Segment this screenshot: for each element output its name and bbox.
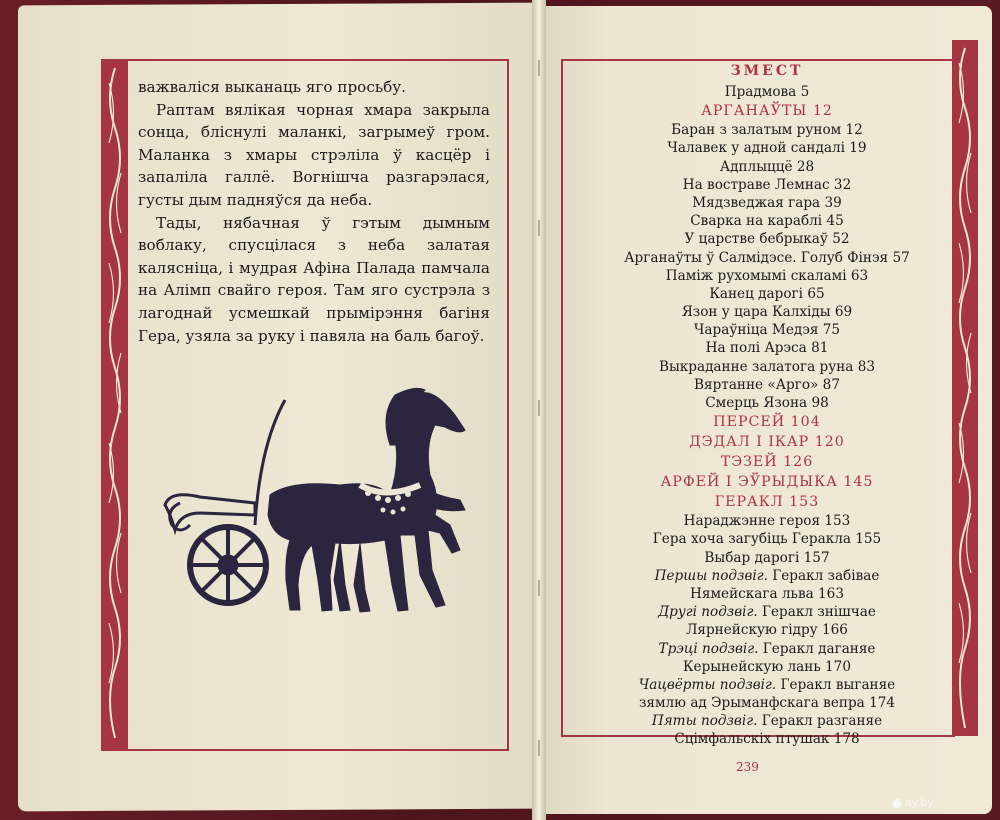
toc-entry: Канец дарогі 65 [709, 285, 825, 302]
toc-entry: Чалавек у адной сандалі 19 [667, 140, 867, 157]
toc-entry: Сварка на караблі 45 [690, 213, 844, 230]
toc-section-heading: ПЕРСЕЙ 104 [713, 414, 821, 431]
toc-entry: На востраве Лемнас 32 [682, 176, 852, 193]
toc-section-heading: ГЕРАКЛ 153 [714, 494, 820, 511]
toc-entry: Лярнейскую гідру 166 [686, 622, 848, 639]
toc-title: ЗМЕСТ [730, 63, 804, 79]
toc-entry: Першы подзвіг. Геракл забівае [654, 567, 880, 584]
binding-stitch [538, 220, 540, 236]
toc-entry: Адплыццё 28 [719, 158, 815, 175]
toc-entry: Смерць Язона 98 [705, 395, 829, 411]
toc-entry: Язон у цара Калхіды 69 [681, 304, 853, 321]
toc-entry: Прадмова 5 [724, 84, 810, 100]
toc-entry: Арганаўты ў Салмідэсе. Голуб Фінэя 57 [624, 249, 910, 266]
toc-entry-italic: Першы подзвіг. [654, 567, 768, 584]
story-paragraph: Раптам вялікая чорная хмара закрыла сонца, бліснулі маланкі, загрымеў гром. Маланка з хмары стрэліла ў касцёр і запаліла галлё. Вогнішча разгарэлася, густы дым падняўся да неба. [138, 100, 490, 209]
binding-stitch [538, 400, 540, 416]
toc-entry: Нямейскага льва 163 [690, 585, 844, 602]
chariot-horses-illustration [160, 385, 480, 625]
toc-entry: Выбар дарогі 157 [704, 549, 830, 566]
toc-entry: Другі подзвіг. Геракл знішчае [658, 604, 876, 621]
toc-entry-italic: Чацвёрты подзвіг. [638, 676, 777, 693]
toc-entry: На полі Арэса 81 [705, 340, 829, 357]
story-paragraph: важваліся выканаць яго просьбу. [138, 78, 407, 96]
watermark: ⬤ ay.by [892, 796, 934, 809]
toc-entry: зямлю ад Эрыманфскага вепра 174 [638, 695, 896, 712]
page-number: 239 [736, 760, 759, 774]
toc-section-heading: ТЭЗЕЙ 126 [720, 454, 814, 471]
toc-entry: Баран з залатым руном 12 [671, 122, 863, 139]
story-text [138, 76, 490, 347]
toc-section-heading: ДЭДАЛ І ІКАР 120 [689, 434, 845, 451]
toc-entry: Чацвёрты подзвіг. Геракл выганяе [638, 676, 896, 693]
toc-entry: Нараджэнне героя 153 [683, 513, 851, 530]
toc-section-heading: АРФЕЙ І ЭЎРЫДЫКА 145 [660, 474, 874, 491]
table-of-contents [592, 60, 942, 749]
toc-entry: Выкраданне залатога руна 83 [658, 358, 876, 375]
toc-entry: У царстве бебрыкаў 52 [684, 231, 850, 248]
toc-entry: Керынейскую лань 170 [683, 658, 851, 675]
toc-entry: Мядзведжая гара 39 [692, 194, 842, 211]
toc-entries [592, 83, 942, 749]
binding-stitch [538, 740, 540, 756]
toc-section-heading: АРГАНАЎТЫ 12 [701, 103, 833, 120]
toc-entry: Сцімфальскіх птушак 178 [674, 731, 860, 748]
toc-entry-italic: Другі подзвіг. [658, 604, 758, 621]
binding-stitch [538, 60, 540, 76]
toc-entry-italic: Пяты подзвіг. [651, 713, 758, 730]
toc-entry: Гера хоча загубіць Геракла 155 [652, 531, 882, 548]
story-paragraph: Тады, нябачная ў гэтым дымным воблаку, спусцілася з неба залатая калясніца, і мудрая Афіна Палада памчала на Алімп свайго героя. Там яго сустрэла з лагоднай усмешкай прымірэння багіня Гера, узяла за руку і павяла на баль багоў. [138, 213, 490, 345]
toc-entry-italic: Трэці подзвіг. [658, 640, 759, 657]
binding-stitch [538, 580, 540, 596]
toc-entry: Трэці подзвіг. Геракл даганяе [658, 640, 876, 657]
toc-entry: Чараўніца Медэя 75 [693, 322, 841, 339]
toc-entry: Вяртанне «Арго» 87 [694, 376, 840, 393]
toc-entry: Пяты подзвіг. Геракл разганяе [651, 713, 883, 730]
toc-entry: Паміж рухомымі скаламі 63 [665, 267, 869, 284]
